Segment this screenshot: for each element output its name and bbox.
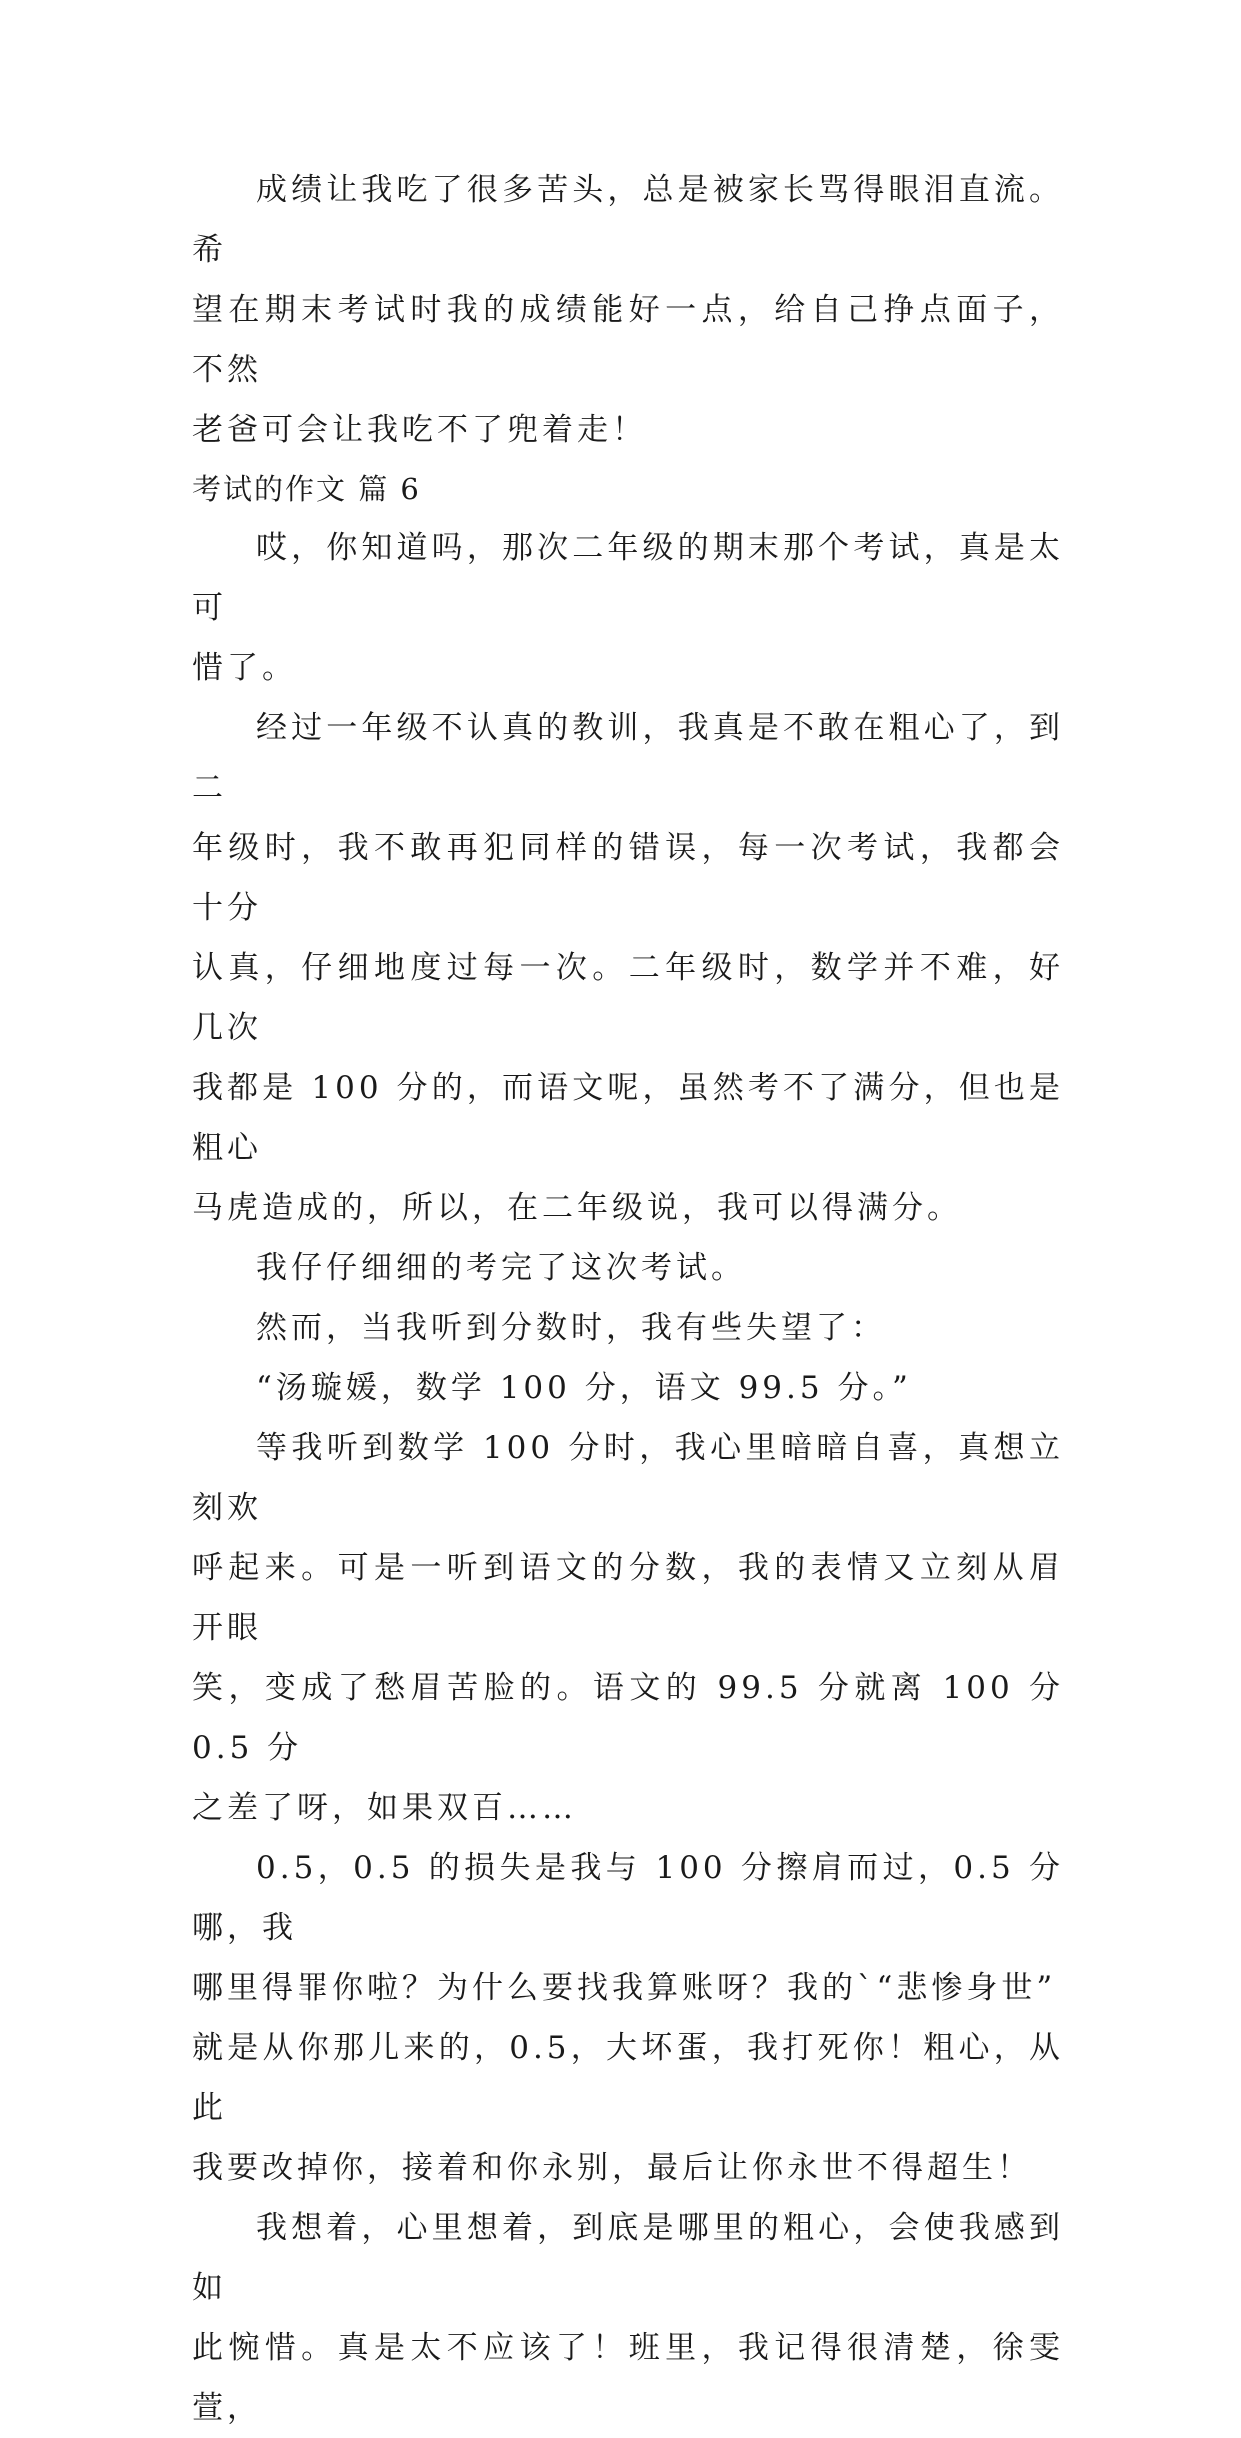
text-line: 我仔仔细细的考完了这次考试。 <box>256 1250 746 1286</box>
section-heading: 考试的作文 篇 6 <box>192 472 421 506</box>
text-line: 我想着，心里想着，到底是哪里的粗心，会使我感到如 <box>192 2210 1064 2306</box>
text-line: 我都是 100 分的，而语文呢，虽然考不了满分，但也是粗心 <box>192 1070 1064 1166</box>
paragraph <box>192 1358 1064 1418</box>
text-line: 认真，仔细地度过每一次。二年级时，数学并不难，好几次 <box>192 950 1064 1046</box>
text-line: 哪里得罪你啦？为什么要找我算账呀？我的`“悲惨身世” <box>192 1970 1057 2006</box>
text-line: 年级时，我不敢再犯同样的错误，每一次考试，我都会十分 <box>192 830 1064 926</box>
text-line: 之差了呀，如果双百…… <box>192 1790 577 1826</box>
paragraph <box>192 1238 1064 1298</box>
text-line: 老爸可会让我吃不了兜着走！ <box>192 412 647 448</box>
text-line: 望在期末考试时我的成绩能好一点，给自己挣点面子，不然 <box>192 292 1064 388</box>
paragraph <box>192 518 1064 698</box>
paragraph <box>192 1838 1064 2198</box>
text-line: 经过一年级不认真的教训，我真是不敢在粗心了，到二 <box>192 710 1064 806</box>
document-body <box>192 160 1064 2438</box>
text-line: 马虎造成的，所以，在二年级说，我可以得满分。 <box>192 1190 962 1226</box>
paragraph <box>192 1418 1064 1838</box>
paragraph <box>192 1298 1064 1358</box>
text-line: “汤璇媛，数学 100 分，语文 99.5 分。” <box>256 1370 912 1406</box>
text-line: 此惋惜。真是太不应该了！班里，我记得很清楚，徐雯萱， <box>192 2330 1064 2426</box>
text-line: 惜了。 <box>192 650 297 686</box>
text-line: 呼起来。可是一听到语文的分数，我的表情又立刻从眉开眼 <box>192 1550 1064 1646</box>
text-line: 等我听到数学 100 分时，我心里暗暗自喜，真想立刻欢 <box>192 1430 1064 1526</box>
intro-paragraph <box>192 160 1064 460</box>
text-line: 就是从你那儿来的，0.5，大坏蛋，我打死你！粗心，从此 <box>192 2030 1064 2126</box>
text-line: 哎，你知道吗，那次二年级的期末那个考试，真是太可 <box>192 530 1064 626</box>
text-line: 0.5，0.5 的损失是我与 100 分擦肩而过，0.5 分哪，我 <box>192 1850 1064 1946</box>
text-line: 然而，当我听到分数时，我有些失望了： <box>256 1310 886 1346</box>
paragraph <box>192 2198 1064 2438</box>
paragraph <box>192 698 1064 1238</box>
text-line: 我要改掉你，接着和你永别，最后让你永世不得超生！ <box>192 2150 1032 2186</box>
text-line: 笑，变成了愁眉苦脸的。语文的 99.5 分就离 100 分 0.5 分 <box>192 1670 1064 1766</box>
text-line: 成绩让我吃了很多苦头，总是被家长骂得眼泪直流。希 <box>192 172 1064 268</box>
